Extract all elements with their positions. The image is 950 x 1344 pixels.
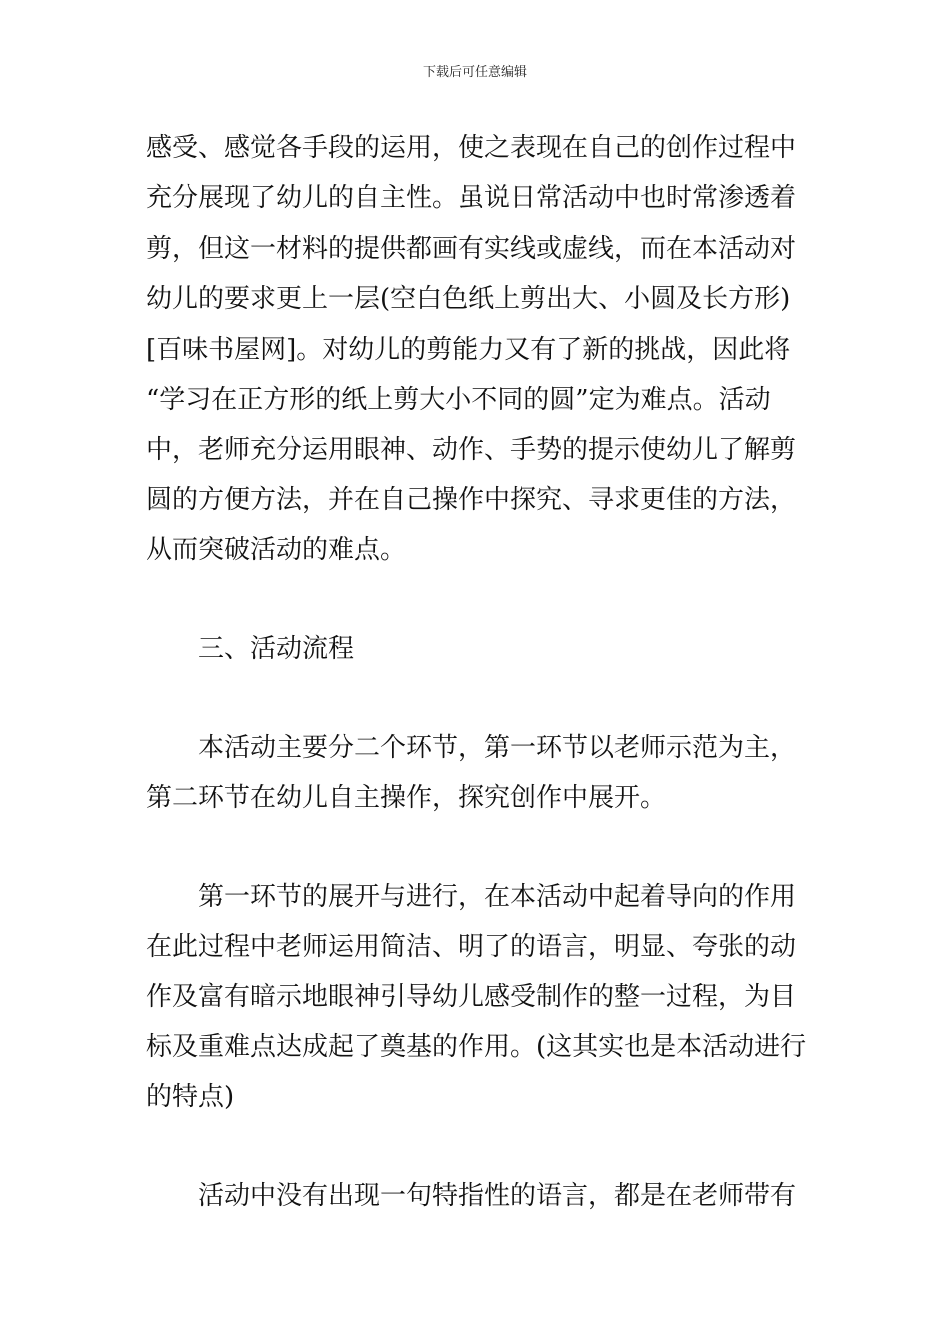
text-line-18: 活动中没有出现一句特指性的语言，都是在老师带有: [198, 1181, 797, 1211]
text-line-5: [百味书屋网]。对幼儿的剪能力又有了新的挑战，因此将: [146, 335, 791, 365]
text-line-17: 的特点): [146, 1082, 235, 1112]
section-heading: 三、活动流程: [198, 634, 355, 664]
text-line-13: 第一环节的展开与进行，在本活动中起着导向的作用: [198, 882, 797, 912]
text-line-2: 充分展现了幼儿的自主性。虽说日常活动中也时常渗透着: [146, 183, 797, 213]
text-line-11: 本活动主要分二个环节，第一环节以老师示范为主，: [198, 733, 797, 763]
text-line-7: 中，老师充分运用眼神、动作、手势的提示使幼儿了解剪: [146, 435, 797, 465]
text-line-1: 感受、感觉各手段的运用，使之表现在自己的创作过程中: [146, 133, 797, 163]
text-line-16: 标及重难点达成起了奠基的作用。(这其实也是本活动进行: [146, 1032, 807, 1062]
text-line-14: 在此过程中老师运用简洁、明了的语言，明显、夸张的动: [146, 932, 797, 962]
text-line-6: “学习在正方形的纸上剪大小不同的圆”定为难点。活动: [146, 385, 771, 415]
text-line-15: 作及富有暗示地眼神引导幼儿感受制作的整一过程，为目: [146, 982, 797, 1012]
text-line-8: 圆的方便方法，并在自己操作中探究、寻求更佳的方法，: [146, 485, 797, 515]
text-line-9: 从而突破活动的难点。: [146, 535, 407, 565]
text-line-4: 幼儿的要求更上一层(空白色纸上剪出大、小圆及长方形): [146, 284, 791, 314]
page-header: 下载后可任意编辑: [422, 65, 527, 80]
text-line-3: 剪，但这一材料的提供都画有实线或虚线，而在本活动对: [146, 234, 797, 264]
text-line-12: 第二环节在幼儿自主操作，探究创作中展开。: [146, 783, 667, 813]
